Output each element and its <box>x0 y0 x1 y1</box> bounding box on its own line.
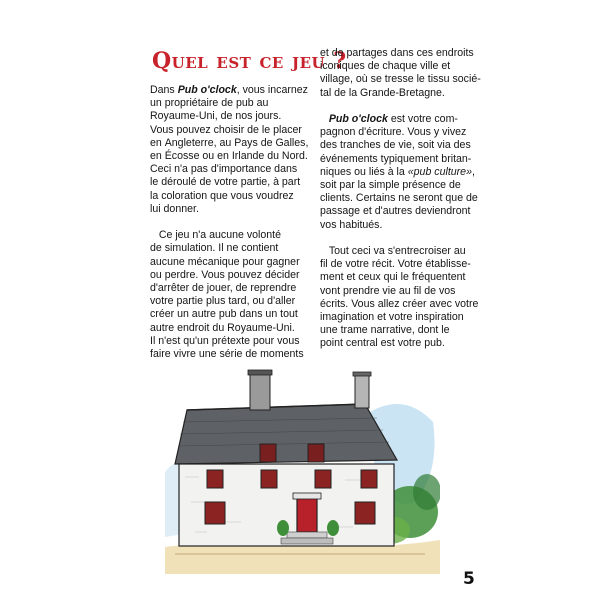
text-line: vont prendre vie au fil de vos <box>320 284 456 297</box>
left-column <box>150 84 310 361</box>
text-line: Royaume-Uni, de nos jours. <box>150 110 282 123</box>
plant <box>327 520 339 536</box>
text-line: Ceci n'a pas d'importance dans <box>150 163 298 176</box>
text-line: en Angleterre, au Pays de Galles, <box>150 136 309 149</box>
paragraph <box>150 84 310 216</box>
dormer-window <box>260 444 276 462</box>
window <box>355 502 375 524</box>
dormer-window <box>308 444 324 462</box>
text-line: autre endroit du Royaume-Uni. <box>150 321 295 334</box>
front-door <box>297 498 317 532</box>
paragraph <box>150 229 310 361</box>
text-line: créer un autre pub dans un tout <box>150 308 298 321</box>
italic-phrase: «pub culture» <box>407 165 472 178</box>
pub-illustration <box>165 352 440 574</box>
text-line: fil de votre récit. Votre établisse- <box>320 258 471 271</box>
tree-foliage <box>413 474 440 510</box>
text-line: passage et d'autres deviendront <box>320 205 471 218</box>
text-line: d'arrêter de jouer, de reprendre <box>150 282 297 295</box>
step <box>287 532 327 538</box>
paragraph <box>320 113 478 232</box>
text-line: ment et ceux qui le fréquentent <box>320 271 466 284</box>
paragraph <box>320 245 479 351</box>
text-line: et de partages dans ces endroits <box>320 47 474 59</box>
plant <box>277 520 289 536</box>
text-line: imagination et votre inspiration <box>320 311 464 324</box>
text-line: la coloration que vous voudrez <box>150 189 294 202</box>
text-line: village, où se tresse le tissu socié- <box>320 73 481 86</box>
text-line: de simulation. Il ne contient <box>150 242 279 255</box>
window <box>315 470 331 488</box>
text-line: Vous pouvez choisir de le placer <box>150 123 302 136</box>
text-line: iconiques de chaque ville et <box>320 60 451 73</box>
text-line: en Écosse ou en Irlande du Nord. <box>150 150 308 163</box>
text-line: clients. Certains ne seront que de <box>320 192 478 205</box>
text-line: vos habitués. <box>320 218 383 231</box>
page-heading: Quel est ce jeu ? <box>152 48 347 74</box>
text-line: un propriétaire de pub au <box>150 97 269 110</box>
text-line: écrits. Vous allez créer avec votre <box>320 297 479 310</box>
text-line: soit par la simple présence de <box>320 179 461 192</box>
game-title-emphasis: Pub o'clock <box>328 113 388 125</box>
text-line: des tranches de vie, soit via des <box>320 139 471 152</box>
text-line: point central est votre pub. <box>320 337 445 350</box>
text-line: Ce jeu n'a aucune volonté <box>150 229 282 242</box>
roof <box>175 404 397 464</box>
paragraph <box>320 47 481 100</box>
window <box>205 502 225 524</box>
text-line: votre partie plus tard, ou d'aller <box>150 295 296 308</box>
text-line: Dans Pub o'clock, vous incarnez <box>150 84 308 96</box>
text-line: Il n'est qu'un prétexte pour vous <box>150 334 300 347</box>
chimney <box>355 374 369 408</box>
text-line: une trame narrative, dont le <box>320 324 450 337</box>
right-column <box>320 47 481 351</box>
text-line: ou perdre. Vous pouvez décider <box>150 268 300 281</box>
step <box>281 538 333 544</box>
text-line: aucune mécanique pour gagner <box>150 255 300 268</box>
window <box>361 470 377 488</box>
text-line: lui donner. <box>150 202 199 215</box>
text-line: pagnon d'écriture. Vous y vivez <box>320 126 467 139</box>
text-line: événements typiquement britan- <box>320 152 472 165</box>
text-line: niques ou liés à la «pub culture», <box>320 165 475 178</box>
window <box>207 470 223 488</box>
text-line: tal de la Grande-Bretagne. <box>320 86 445 99</box>
text-line: Pub o'clock est votre com- <box>328 113 458 125</box>
text-line: Tout ceci va s'entrecroiser au <box>320 245 466 258</box>
text-line: le déroulé de votre partie, à part <box>150 176 301 189</box>
page-number: 5 <box>463 569 475 589</box>
door-lintel <box>293 493 321 499</box>
game-title-emphasis: Pub o'clock <box>177 84 237 96</box>
text-line: faire vivre une série de moments <box>150 348 304 361</box>
window <box>261 470 277 488</box>
chimney <box>250 372 270 410</box>
